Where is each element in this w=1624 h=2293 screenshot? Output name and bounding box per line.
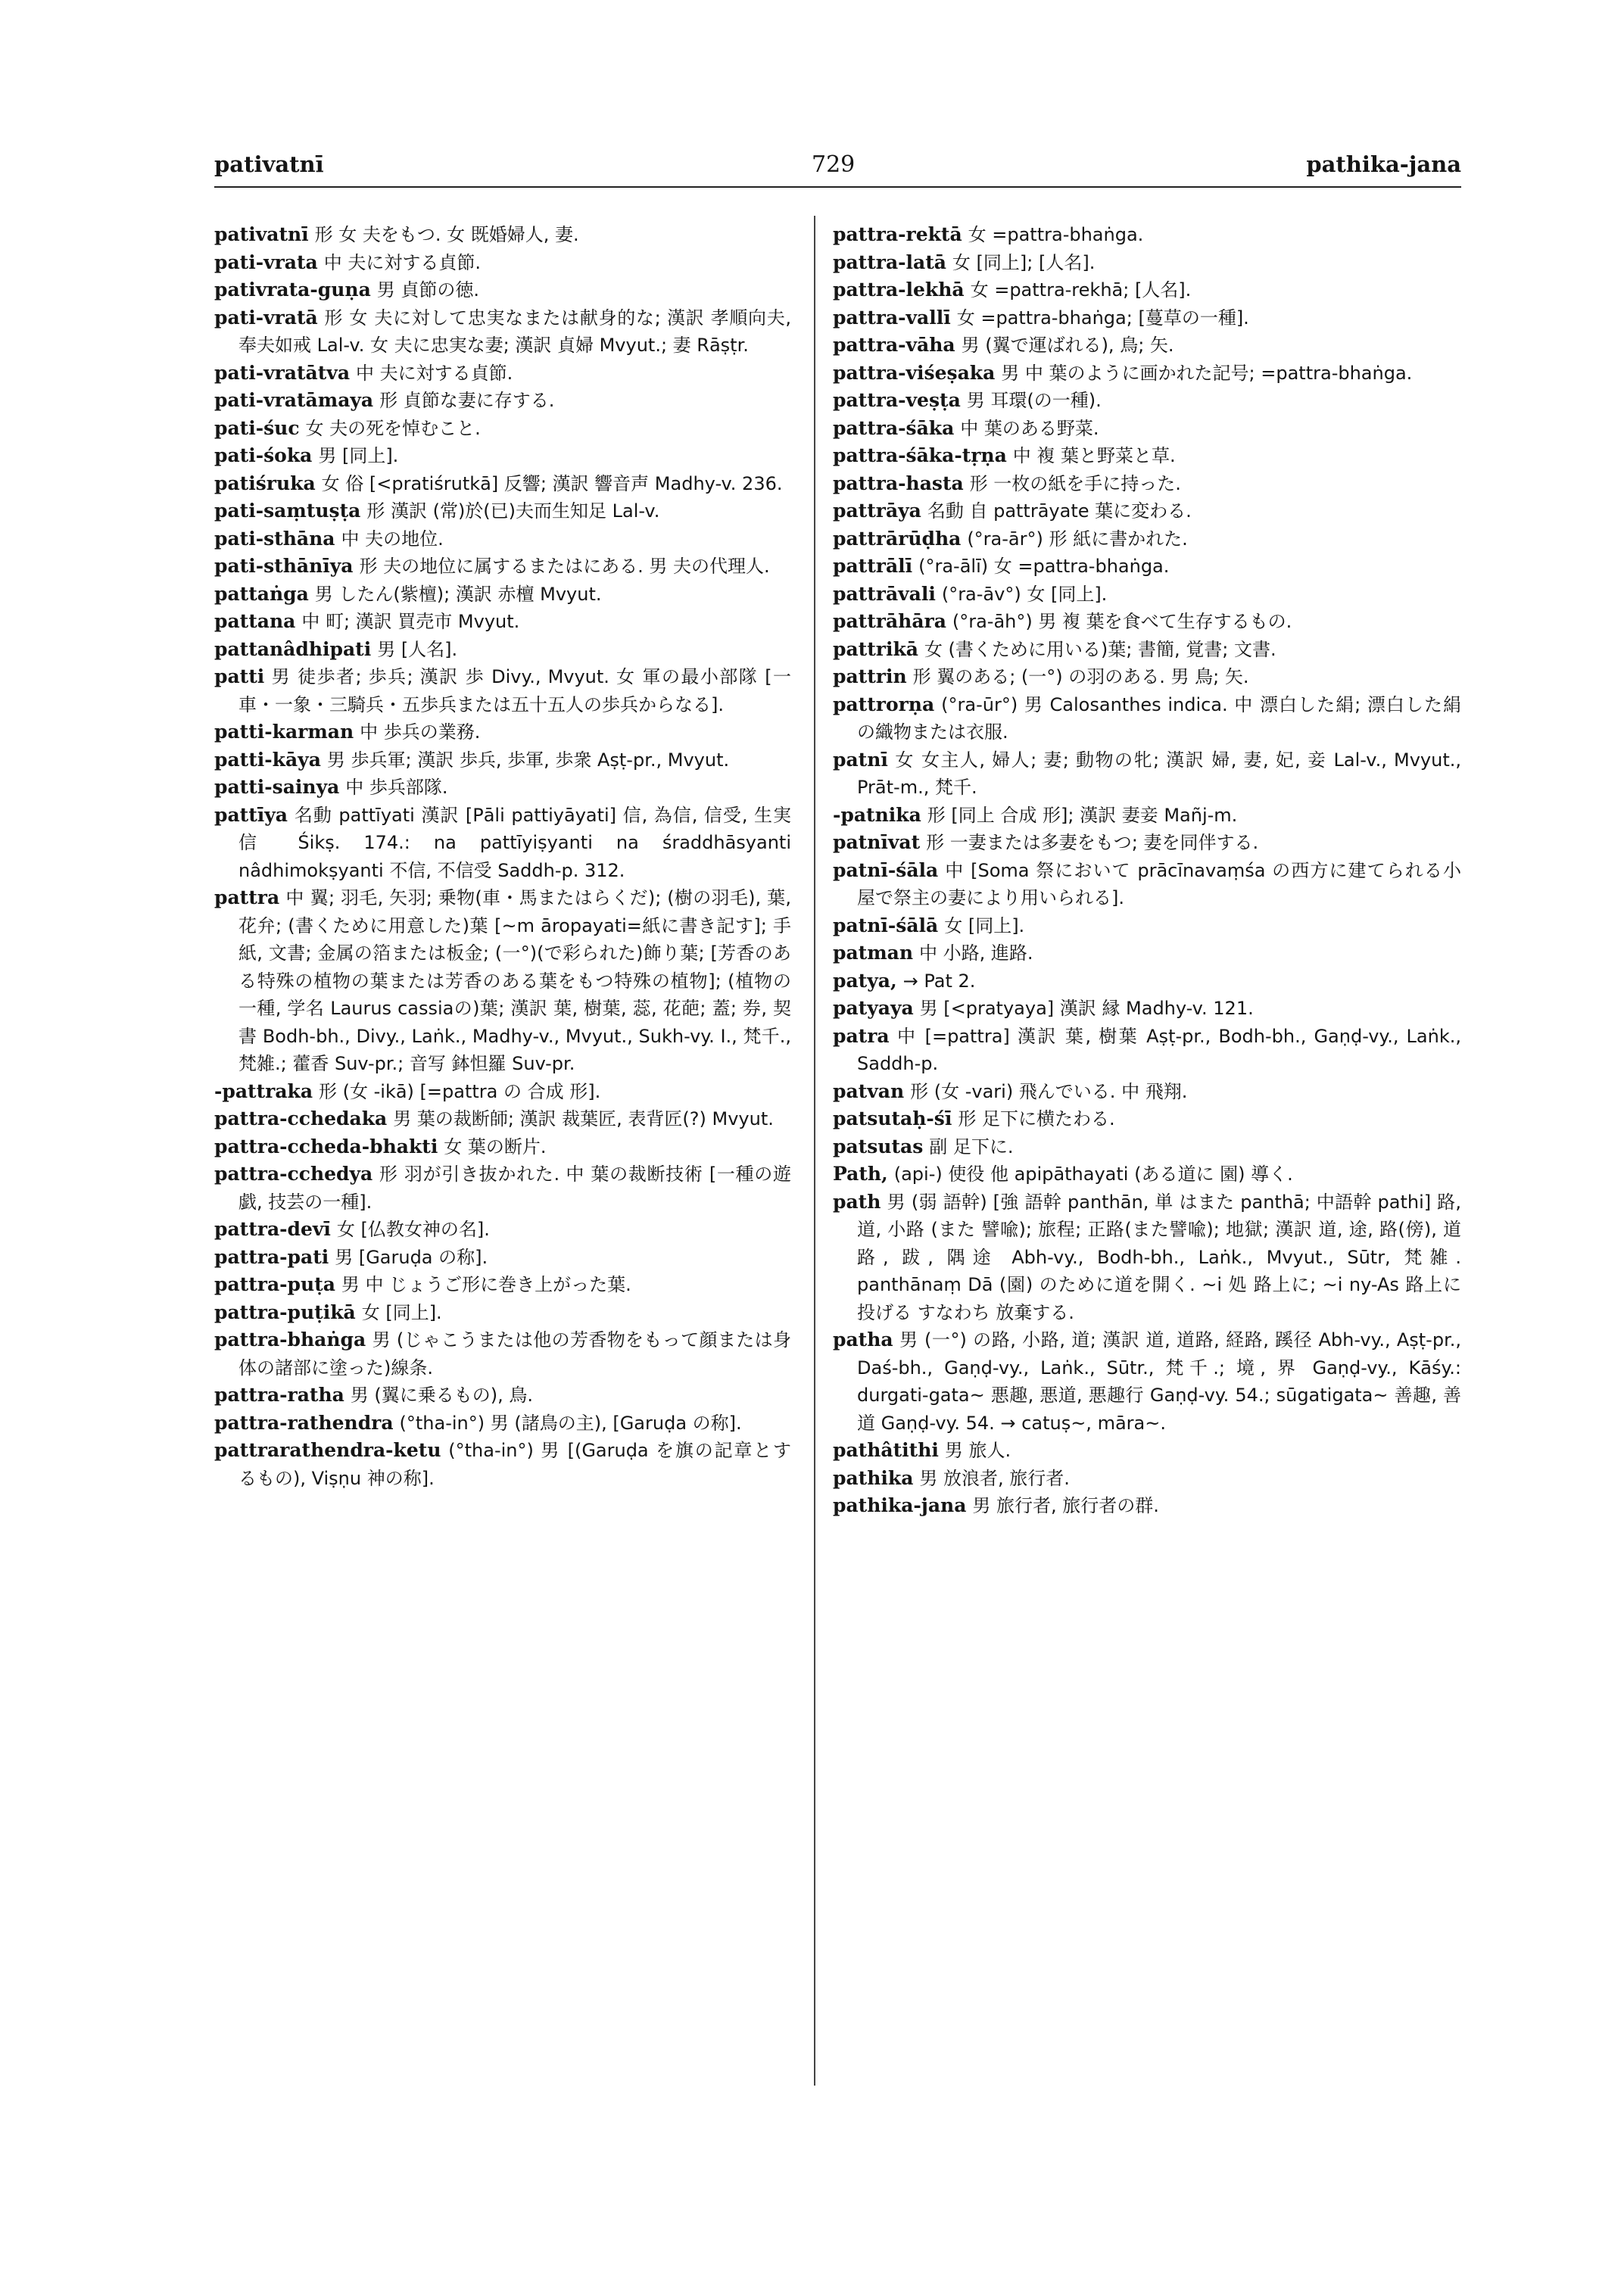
entry-headword: pattra-viśeṣaka xyxy=(833,361,996,384)
entry-definition: 中 [Soma 祭において prācīnavaṃśa の西方に建てられる小屋で祭主の妻により用いられる]. xyxy=(857,859,1461,908)
entry-headword: pattra-ratha xyxy=(214,1384,344,1406)
entry-headword: pati-saṃtuṣṭa xyxy=(214,500,361,522)
dictionary-entry xyxy=(833,304,1461,332)
entry-definition: 形 (女 -ikā) [=pattra の 合成 形]. xyxy=(319,1080,601,1102)
dictionary-entry xyxy=(214,774,791,802)
entry-headword: pattra-puṭa xyxy=(214,1273,335,1295)
entry-headword: pattra-puṭikā xyxy=(214,1301,356,1323)
dictionary-entry xyxy=(214,525,791,553)
dictionary-entry xyxy=(214,718,791,746)
entry-definition: (°ra-āh°) 男 複 葉を食べて生存するもの. xyxy=(952,611,1292,632)
entry-definition: 男 旅人. xyxy=(944,1440,1011,1461)
entry-definition: 男 中 じょうご形に巻き上がった葉. xyxy=(341,1274,631,1295)
dictionary-entry xyxy=(214,663,791,718)
dictionary-entry xyxy=(214,1271,791,1299)
entry-definition: 女 =pattra-bhaṅga; [蔓草の一種]. xyxy=(956,307,1249,329)
entry-definition: 女 葉の断片. xyxy=(444,1136,547,1157)
dictionary-entry xyxy=(833,1161,1461,1189)
entry-headword: pattra-lekhā xyxy=(833,279,965,301)
entry-headword: pati-vratā xyxy=(214,306,318,329)
entry-definition: 男 旅行者, 旅行者の群. xyxy=(972,1495,1159,1516)
entry-definition: (api-) 使役 他 apipāthayati (ある道に 園) 導く. xyxy=(893,1164,1293,1185)
entry-headword: pattra-devī xyxy=(214,1218,331,1240)
entry-headword: pathika xyxy=(833,1466,914,1489)
entry-headword: pati-vrata xyxy=(214,251,318,273)
entry-headword: pati-vratāmaya xyxy=(214,389,374,411)
entry-headword: pattana xyxy=(214,610,296,632)
dictionary-entry xyxy=(214,387,791,415)
dictionary-entry xyxy=(833,802,1461,830)
entry-definition: 中 [=pattra] 漢訳 葉, 樹葉 Aṣṭ-pr., Bodh-bh., Gaṇḍ-vy., Laṅk., Saddh-p. xyxy=(857,1025,1461,1074)
entry-headword: pattrorṇa xyxy=(833,693,935,715)
entry-definition: 形 [同上 合成 形]; 漢訳 妻妾 Mañj-m. xyxy=(927,804,1238,826)
dictionary-entry xyxy=(833,387,1461,415)
entry-definition: 形 一枚の紙を手に持った. xyxy=(969,472,1181,494)
dictionary-entry xyxy=(833,636,1461,664)
dictionary-entry xyxy=(214,470,791,498)
entry-definition: 名動 自 pattrāyate 葉に変わる. xyxy=(927,500,1192,522)
dictionary-entry xyxy=(833,691,1461,746)
dictionary-entry xyxy=(833,995,1461,1023)
running-head-left: pativatnī xyxy=(214,151,324,177)
entry-headword: pattrin xyxy=(833,665,907,687)
entry-headword: pattrāhāra xyxy=(833,610,946,632)
dictionary-entry xyxy=(214,1299,791,1327)
column-divider xyxy=(814,216,815,2086)
entry-headword: patha xyxy=(833,1329,893,1351)
entry-definition: 形 羽が引き抜かれた. 中 葉の裁断技術 [一種の遊戯, 技芸の一種]. xyxy=(238,1164,791,1213)
entry-definition: 男 貞節の徳. xyxy=(376,279,479,301)
entry-definition: 中 複 葉と野菜と草. xyxy=(1012,445,1176,466)
dictionary-entry xyxy=(214,1078,791,1106)
dictionary-entry xyxy=(214,636,791,664)
entry-headword: pattra-cchedaka xyxy=(214,1108,388,1129)
entry-headword: pattra-rektā xyxy=(833,223,962,245)
running-head-right: pathika-jana xyxy=(1306,151,1461,177)
entry-definition: (°tha-in°) 男 [(Garuḍa を旗の記章とするもの), Viṣṇu 神の称]. xyxy=(238,1440,792,1489)
dictionary-entry xyxy=(214,1244,791,1272)
dictionary-entry xyxy=(833,1326,1461,1437)
entry-headword: pati-vratātva xyxy=(214,361,351,384)
entry-definition: 女 (書くために用いる)葉; 書簡, 覚書; 文書. xyxy=(924,638,1276,660)
dictionary-entry xyxy=(833,221,1461,249)
entry-definition: 中 葉のある野菜. xyxy=(960,417,1099,439)
dictionary-entry xyxy=(214,304,791,360)
dictionary-entry xyxy=(833,1133,1461,1161)
entry-definition: 女 女主人, 婦人; 妻; 動物の牝; 漢訳 婦, 妻, 妃, 妾 Lal-v., Mvyut., Prāt-m., 梵千. xyxy=(857,749,1461,798)
entry-definition: 中 小路, 進路. xyxy=(919,942,1033,964)
entry-headword: patvan xyxy=(833,1080,905,1102)
page-number: 729 xyxy=(812,151,856,178)
dictionary-entry xyxy=(833,967,1461,995)
header-rule xyxy=(214,186,1461,188)
entry-headword: pati-sthānīya xyxy=(214,555,354,577)
entry-headword: patsutaḥ-śī xyxy=(833,1108,952,1129)
entry-definition: 男 [同上]. xyxy=(318,445,399,466)
dictionary-entry xyxy=(214,553,791,581)
entry-definition: 男 放浪者, 旅行者. xyxy=(919,1467,1070,1489)
entry-headword: pattrarathendra-ketu xyxy=(214,1439,441,1461)
dictionary-entry xyxy=(833,1189,1461,1327)
dictionary-entry xyxy=(833,857,1461,912)
dictionary-entry xyxy=(833,829,1461,857)
dictionary-entry xyxy=(214,276,791,304)
dictionary-entry xyxy=(214,1437,791,1492)
dictionary-entry xyxy=(833,415,1461,443)
entry-definition: 中 町; 漢訳 買売市 Mvyut. xyxy=(301,611,520,632)
entry-definition: 形 夫の地位に属するまたはにある. 男 夫の代理人. xyxy=(359,556,770,577)
entry-headword: pattra-vāha xyxy=(833,334,955,356)
entry-headword: patnī-śālā xyxy=(833,914,939,936)
dictionary-entry xyxy=(214,1326,791,1382)
entry-definition: 女 =pattra-rekhā; [人名]. xyxy=(970,279,1192,301)
entry-headword: Path, xyxy=(833,1163,888,1185)
entry-headword: pattrāvali xyxy=(833,582,936,605)
dictionary-entry xyxy=(214,802,791,885)
entry-headword: patman xyxy=(833,942,914,964)
dictionary-entry xyxy=(833,1023,1461,1078)
entry-headword: -pattraka xyxy=(214,1080,313,1102)
dictionary-entry xyxy=(833,553,1461,581)
entry-headword: pati-śoka xyxy=(214,444,313,466)
entry-definition: 女 俗 [<pratiśrutkā] 反響; 漢訳 響音声 Madhy-v. 236. xyxy=(321,472,783,494)
entry-headword: pattanâdhipati xyxy=(214,637,372,660)
entry-definition: 形 足下に横たわる. xyxy=(958,1108,1115,1129)
entry-headword: patra xyxy=(833,1024,890,1047)
dictionary-entry xyxy=(214,1410,791,1438)
dictionary-entry xyxy=(214,581,791,609)
entry-headword: pativrata-guṇa xyxy=(214,279,371,301)
entry-headword: pati-sthāna xyxy=(214,527,335,550)
entry-headword: patyaya xyxy=(833,997,914,1019)
dictionary-entry xyxy=(833,1105,1461,1133)
dictionary-entry xyxy=(833,912,1461,940)
entry-definition: 形 一妻または多妻をもつ; 妻を同伴する. xyxy=(926,832,1259,853)
entry-headword: pathika-jana xyxy=(833,1494,967,1516)
dictionary-entry xyxy=(833,470,1461,498)
dictionary-entry xyxy=(833,608,1461,636)
entry-definition: 女 [同上]. xyxy=(361,1301,442,1323)
dictionary-entry xyxy=(214,1133,791,1161)
dictionary-entry xyxy=(833,1492,1461,1520)
entry-definition: 男 (じゃこうまたは他の芳香物をもって顔または身体の諸部に塗った)線条. xyxy=(238,1329,791,1379)
entry-definition: 男 中 葉のように画かれた記号; =pattra-bhaṅga. xyxy=(1001,362,1413,384)
entry-headword: patnī-śāla xyxy=(833,858,939,881)
entry-definition: 男 耳環(の一種). xyxy=(966,390,1102,411)
entry-definition: 中 翼; 羽毛, 矢羽; 乗物(車・馬またはらくだ); (樹の羽毛), 葉, 花弁; (書くために用意した)葉 [~m āropayati=紙に書き記す]; 手紙, 文書; 金属の箔または板金; (一°)(で彩られた)飾り葉; [芳香のある特殊の植物の葉または芳香のある葉をもつ特殊の植物]; (植物の一種, 学名 Laurus cassiaの)葉; 漢訳 葉, 樹葉, 蕊, 花葩; 蓋; 券, 契書 Bodh-bh., Divy., Laṅk., Madhy-v., Mvyut., Sukh-vy. I., 梵千., 梵雑.; 藿香 Suv-pr.; 音写 鉢怛羅 Suv-pr. xyxy=(238,887,791,1074)
entry-definition: 副 足下に. xyxy=(929,1136,1014,1157)
entry-definition: (°ra-āv°) 女 [同上]. xyxy=(941,583,1108,605)
entry-headword: pattra-śāka xyxy=(833,416,955,439)
entry-headword: pattra-vallī xyxy=(833,306,951,329)
entry-headword: pattrālī xyxy=(833,555,913,577)
entry-definition: 形 漢訳 (常)於(已)夫而生知足 Lal-v. xyxy=(366,500,660,522)
entry-headword: patya, xyxy=(833,969,897,992)
entry-definition: 中 夫の地位. xyxy=(341,528,444,550)
dictionary-entry xyxy=(214,608,791,636)
dictionary-entry xyxy=(214,1105,791,1133)
entry-definition: 女 =pattra-bhaṅga. xyxy=(968,224,1144,245)
entry-definition: 男 歩兵軍; 漢訳 歩兵, 歩軍, 歩衆 Aṣṭ-pr., Mvyut. xyxy=(326,749,730,771)
dictionary-entry xyxy=(833,525,1461,553)
entry-definition: 男 (弱 語幹) [強 語幹 panthān, 単 はまた panthā; 中語幹 pathi] 路, 道, 小路 (また 譬喩); 旅程; 正路(また譬喩); 地獄; 漢訳 道, 途, 路(傍), 道路, 跋, 隅途 Abh-vy., Bodh-bh., Laṅk., Mvyut., Sūtr, 梵雑. panthānaṃ Dā (園) のために道を開く. ~i 処 路上に; ~i ny-As 路上に投げる すなわち 放棄する. xyxy=(857,1191,1461,1323)
dictionary-entry xyxy=(833,249,1461,277)
entry-definition: 名動 pattīyati 漢訳 [Pāli pattiyāyati] 信, 為信, 信受, 生実信 Śikṣ. 174.: na pattīyiṣyanti na śraddhāsyanti nâdhimokṣyanti 不信, 不信受 Saddh-p. 312. xyxy=(238,804,791,881)
entry-definition: 男 (一°) の路, 小路, 道; 漢訳 道, 道路, 経路, 蹊径 Abh-vy., Aṣṭ-pr., Daś-bh., Gaṇḍ-vy., Laṅk., Sūtr., 梵千.; 境, 界 Gaṇḍ-vy., Kāśy.: durgati-gata~ 悪趣, 悪道, 悪趣行 Gaṇḍ-vy. 54.; sūgatigata~ 善趣, 善道 Gaṇḍ-vy. 54. → catuṣ~, māra~. xyxy=(857,1329,1461,1434)
dictionary-entry xyxy=(833,1437,1461,1465)
dictionary-entry xyxy=(214,497,791,525)
entry-headword: patiśruka xyxy=(214,472,316,494)
entry-definition: 中 夫に対する貞節. xyxy=(323,251,481,273)
dictionary-entry xyxy=(833,1465,1461,1493)
dictionary-entry xyxy=(214,221,791,249)
entry-headword: pattrārūḍha xyxy=(833,527,962,550)
dictionary-entry xyxy=(214,1161,791,1216)
dictionary-entry xyxy=(833,1078,1461,1106)
entry-headword: pattra-cchedya xyxy=(214,1163,373,1185)
dictionary-entry xyxy=(214,415,791,443)
entry-definition: 女 [同上]. xyxy=(944,914,1025,936)
entry-headword: pattra-ccheda-bhakti xyxy=(214,1135,438,1157)
entry-headword: pathâtithi xyxy=(833,1439,939,1461)
entry-definition: 女 [同上]; [人名]. xyxy=(952,251,1096,273)
entry-definition: 男 (翼で運ばれる), 鳥; 矢. xyxy=(961,335,1174,356)
left-column xyxy=(214,221,791,1492)
entry-definition: 形 女 夫に対して忠実なまたは献身的な; 漢訳 孝順向夫, 奉夫如戒 Lal-v. 女 夫に忠実な妻; 漢訳 貞婦 Mvyut.; 妻 Rāṣṭr. xyxy=(238,307,792,356)
entry-headword: pattra-śāka-tṛṇa xyxy=(833,444,1007,466)
entry-definition: 形 女 夫をもつ. 女 既婚婦人, 妻. xyxy=(314,224,579,245)
entry-definition: → Pat 2. xyxy=(902,970,976,992)
entry-definition: (°ra-ālī) 女 =pattra-bhaṅga. xyxy=(918,556,1170,577)
entry-definition: 男 (翼に乗るもの), 鳥. xyxy=(350,1385,534,1406)
entry-headword: pattra-latā xyxy=(833,251,946,273)
entry-definition: 男 [Garuḍa の称]. xyxy=(335,1246,488,1268)
dictionary-entry xyxy=(833,581,1461,609)
dictionary-entry xyxy=(833,276,1461,304)
entry-headword: pattrāya xyxy=(833,500,921,522)
right-column xyxy=(833,221,1461,1520)
entry-definition: 男 [<pratyaya] 漢訳 縁 Madhy-v. 121. xyxy=(919,998,1254,1019)
dictionary-entry xyxy=(214,360,791,388)
entry-definition: (°ra-ūr°) 男 Calosanthes indica. 中 漂白した絹; 漂白した絹の織物または衣服. xyxy=(857,693,1461,743)
entry-definition: 男 [人名]. xyxy=(377,638,458,660)
entry-headword: pattra-veṣṭa xyxy=(833,389,961,411)
entry-definition: 男 徒歩者; 歩兵; 漢訳 歩 Divy., Mvyut. 女 軍の最小部隊 [一車・一象・三騎兵・五歩兵または五十五人の歩兵からなる]. xyxy=(238,666,791,715)
entry-headword: patnīvat xyxy=(833,831,921,853)
entry-definition: 形 (女 -vari) 飛んでいる. 中 飛翔. xyxy=(910,1080,1188,1102)
dictionary-entry xyxy=(833,360,1461,388)
dictionary-entry xyxy=(214,1382,791,1410)
dictionary-entry xyxy=(833,746,1461,802)
entry-headword: pattra-rathendra xyxy=(214,1411,394,1434)
entry-definition: 男 葉の裁断師; 漢訳 裁葉匠, 表背匠(?) Mvyut. xyxy=(393,1108,774,1129)
entry-headword: pattra-hasta xyxy=(833,472,964,494)
entry-headword: pattrikā xyxy=(833,637,918,660)
entry-headword: -patnika xyxy=(833,803,921,826)
dictionary-entry xyxy=(214,746,791,774)
dictionary-entry xyxy=(214,442,791,470)
entry-headword: pati-śuc xyxy=(214,416,300,439)
dictionary-entry xyxy=(214,884,791,1078)
entry-headword: path xyxy=(833,1190,881,1213)
dictionary-entry xyxy=(833,663,1461,691)
entry-definition: 形 翼のある; (一°) の羽のある. 男 鳥; 矢. xyxy=(912,666,1249,687)
entry-definition: 女 [仏教女神の名]. xyxy=(336,1219,490,1240)
entry-definition: (°tha-in°) 男 (諸鳥の主), [Garuḍa の称]. xyxy=(399,1412,742,1434)
entry-headword: pattra-bhaṅga xyxy=(214,1329,366,1351)
entry-headword: pattra-pati xyxy=(214,1245,329,1268)
entry-headword: patti xyxy=(214,665,265,687)
entry-definition: 中 夫に対する貞節. xyxy=(355,362,513,384)
entry-definition: (°ra-ār°) 形 紙に書かれた. xyxy=(967,528,1188,550)
entry-definition: 男 したん(紫檀); 漢訳 赤檀 Mvyut. xyxy=(314,583,602,605)
entry-headword: pattīya xyxy=(214,803,288,826)
dictionary-entry xyxy=(214,1216,791,1244)
entry-headword: pattra xyxy=(214,886,280,908)
entry-headword: patti-karman xyxy=(214,721,354,743)
dictionary-entry xyxy=(833,442,1461,470)
entry-definition: 中 歩兵部隊. xyxy=(345,777,448,798)
dictionary-entry xyxy=(214,249,791,277)
entry-definition: 形 貞節な妻に存する. xyxy=(379,390,555,411)
entry-headword: pativatnī xyxy=(214,223,309,245)
entry-definition: 中 歩兵の業務. xyxy=(360,721,481,743)
entry-headword: patsutas xyxy=(833,1135,924,1157)
dictionary-entry xyxy=(833,939,1461,967)
entry-headword: patti-kāya xyxy=(214,748,321,771)
entry-headword: patti-sainya xyxy=(214,776,340,798)
dictionary-entry xyxy=(833,332,1461,360)
entry-definition: 女 夫の死を悼むこと. xyxy=(305,417,481,439)
dictionary-entry xyxy=(833,497,1461,525)
entry-headword: patnī xyxy=(833,748,888,771)
entry-headword: pattaṅga xyxy=(214,582,309,605)
